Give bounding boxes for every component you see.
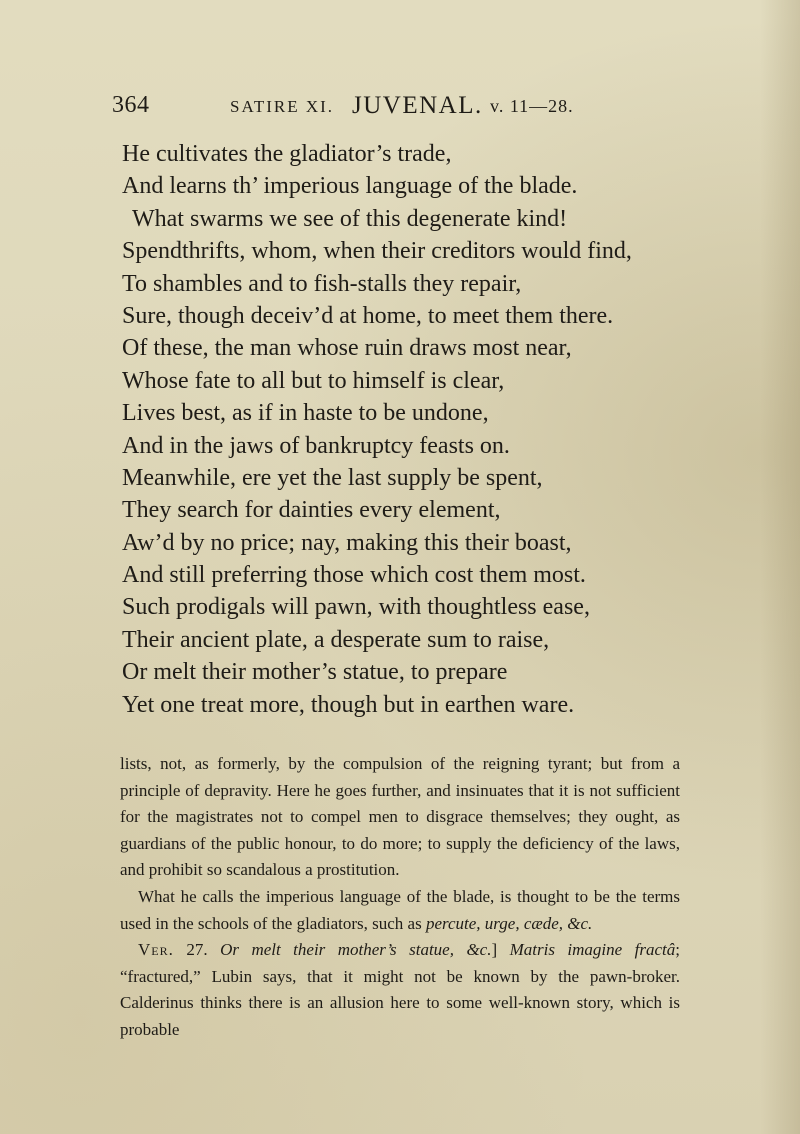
running-head	[112, 92, 712, 126]
poem-line: Lives best, as if in haste to be undone,	[122, 400, 489, 427]
poem-line: Their ancient plate, a desperate sum to raise,	[122, 626, 550, 653]
note-text: ]	[491, 940, 510, 960]
page-number: 364	[112, 92, 150, 118]
note-italic-text: Matris imagine fractâ	[509, 940, 676, 960]
verse-range: v. 11—28.	[490, 96, 574, 116]
poem-line: Spendthrifts, whom, when their creditors would find,	[122, 238, 632, 265]
verse-label: Ver.	[138, 940, 174, 960]
poem-line: He cultivates the gladiator’s trade,	[122, 141, 452, 167]
poem-line: Of these, the man whose ruin draws most near,	[122, 335, 572, 362]
note-paragraph: lists, not, as formerly, by the compulsion of the reigning tyrant; but from a principle of depravity. Here he goes further, and insinuates that it is not sufficient for the magistrates not to compel men to disgrace themselves; they ought, as guardians of the public honour, to do more; to supply the deficiency of the laws, and prohibit so scandalous a prostitution.	[120, 754, 680, 880]
note-paragraph	[120, 884, 680, 937]
poem-line: Or melt their mother’s statue, to prepare	[122, 659, 508, 686]
author-name: JUVENAL.	[352, 92, 483, 119]
poem-line: Aw’d by no price; nay, making this their boast,	[122, 529, 572, 556]
poem-line: And in the jaws of bankruptcy feasts on.	[122, 432, 510, 459]
note-paragraph	[120, 937, 680, 1043]
note-italic-text: Or melt their mother’s statue, &c.	[220, 940, 492, 960]
poem-line: And still preferring those which cost them most.	[122, 562, 586, 589]
note-text: What he calls the imperious language of the blade, is thought to be the terms used in the schools of the gladiators, such as	[120, 886, 680, 933]
poem-line: Whose fate to all but to himself is clear,	[122, 367, 505, 394]
page-edge-shadow	[760, 0, 800, 1134]
section-title: SATIRE XI.	[230, 97, 335, 116]
poem-line: Such prodigals will pawn, with thoughtless ease,	[122, 594, 590, 621]
poem-line: To shambles and to fish-stalls they repair,	[122, 270, 522, 297]
note-italic-text: percute, urge, cæde, &c.	[425, 913, 593, 933]
poem-line: What swarms we see of this degenerate kind!	[132, 205, 568, 232]
note-text: ; “fractured,” Lubin says, that it might not be known by the pawn-broker. Calderinus thinks there is an allusion here to some well-known story, which is probable	[120, 940, 681, 1039]
poem-text	[122, 138, 722, 721]
poem-line: Meanwhile, ere yet the last supply be spent,	[122, 464, 543, 491]
poem-line: They search for dainties every element,	[122, 497, 501, 524]
poem-line: Sure, though deceiv’d at home, to meet them there.	[122, 302, 614, 329]
footnotes	[120, 751, 680, 1044]
poem-line: Yet one treat more, though but in earthen ware.	[122, 691, 575, 718]
verse-number: 27.	[173, 940, 221, 960]
poem-line: And learns th’ imperious language of the blade.	[122, 173, 578, 200]
